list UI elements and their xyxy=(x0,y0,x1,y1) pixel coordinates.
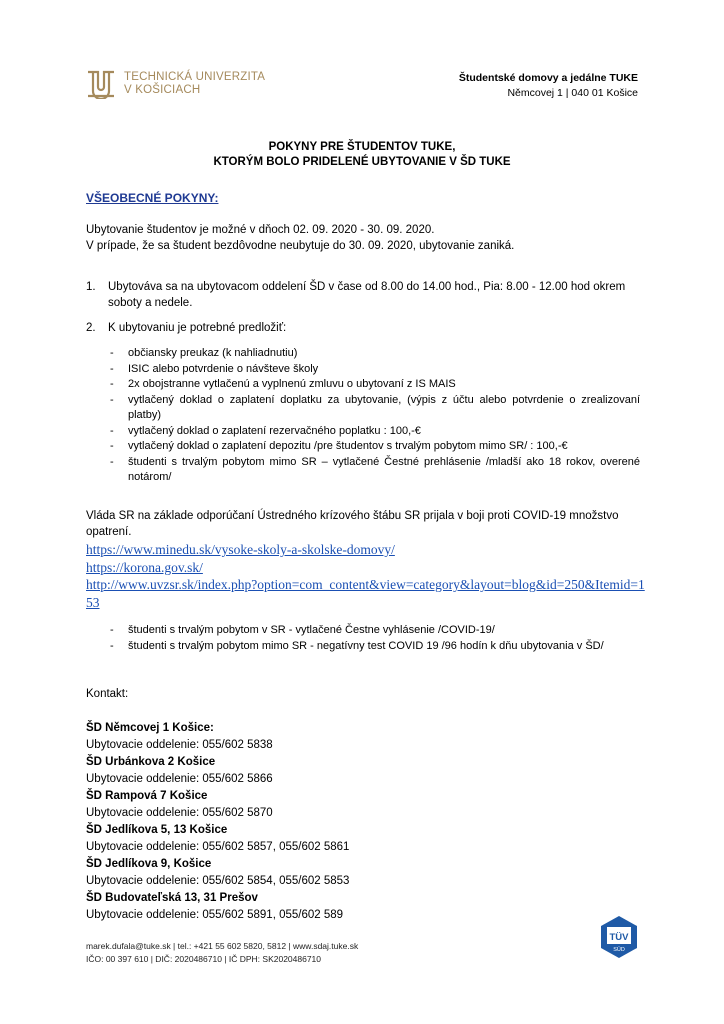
list-item-text: študenti s trvalým pobytom mimo SR - negatívny test COVID 19 /96 hodín k dňu ubytovania v ŠD/ xyxy=(128,639,604,652)
step-item xyxy=(86,320,646,336)
requirements-list xyxy=(110,346,640,486)
contact-phone: Ubytovacie oddelenie: 055/602 5854, 055/602 5853 xyxy=(86,875,350,887)
intro-line-1: Ubytovanie študentov je možné v dňoch 02. 09. 2020 - 30. 09. 2020. xyxy=(86,224,435,236)
tuv-certification-badge xyxy=(596,914,642,965)
page-footer xyxy=(86,940,358,966)
list-item-text: študenti s trvalým pobytom mimo SR – vytlačené Čestné prehlásenie /mladší ako 18 rokov, overené notárom/ xyxy=(128,455,640,483)
logo-line-1: TECHNICKÁ UNIVERZITA xyxy=(124,71,266,83)
contact-phone: Ubytovacie oddelenie: 055/602 5866 xyxy=(86,773,273,785)
contact-name: ŠD Jedlíkova 9, Košice xyxy=(86,858,212,870)
list-item-text: 2x obojstranne vytlačenú a vyplnenú zmluvu o ubytovaní z IS MAIS xyxy=(128,378,456,390)
org-address: Němcovej 1 | 040 01 Košice xyxy=(507,87,638,99)
link-uvzsr[interactable]: http://www.uvzsr.sk/index.php?option=com_content&view=category&layout=blog&id=250&Itemid=153 xyxy=(86,577,645,610)
list-item: - vytlačený doklad o zaplatení doplatku za ubytovanie, (výpis z účtu alebo potvrdenie o zrealizovaní platby) xyxy=(110,393,640,421)
tuv-text: TÜV xyxy=(609,932,629,943)
contact-phone: Ubytovacie oddelenie: 055/602 5870 xyxy=(86,807,273,819)
footer-line-1: marek.dufala@tuke.sk | tel.: +421 55 602 5820, 5812 | www.sdaj.tuke.sk xyxy=(86,941,359,951)
org-name: Študentské domovy a jedálne TUKE xyxy=(458,72,638,84)
header-org-info xyxy=(459,71,638,101)
intro-line-2: V prípade, že sa študent bezdôvodne neubytuje do 30. 09. 2020, ubytovanie zaniká. xyxy=(86,240,515,252)
link-korona[interactable]: https://korona.gov.sk/ xyxy=(86,559,203,575)
step-text: K ubytovaniu je potrebné predložiť: xyxy=(108,322,287,334)
list-item: - 2x obojstranne vytlačenú a vyplnenú zmluvu o ubytovaní z IS MAIS xyxy=(110,378,456,390)
list-item: - vytlačený doklad o zaplatení rezervačného poplatku : 100,-€ xyxy=(110,424,421,437)
step-number: 2. xyxy=(86,322,96,334)
contact-name: ŠD Rampová 7 Košice xyxy=(86,790,208,802)
tuke-logo-icon xyxy=(86,69,116,99)
contact-phone: Ubytovacie oddelenie: 055/602 5857, 055/602 5861 xyxy=(86,841,350,853)
contact-label: Kontakt: xyxy=(86,688,129,700)
contact-name: ŠD Urbánkova 2 Košice xyxy=(86,756,216,768)
title-line-1: POKYNY PRE ŠTUDENTOV TUKE, xyxy=(268,141,456,153)
list-item-text: občiansky preukaz (k nahliadnutiu) xyxy=(128,347,298,359)
list-item: - ISIC alebo potvrdenie o návšteve školy xyxy=(110,362,319,375)
step-item xyxy=(86,279,646,311)
contact-phone: Ubytovacie oddelenie: 055/602 5838 xyxy=(86,739,273,751)
covid-intro: Vláda SR na základe odporúčaní Ústredného krízového štábu SR prijala v boji proti COVID-19 množstvo opatrení. xyxy=(86,510,619,538)
contact-name: ŠD Budovateľská 13, 31 Prešov xyxy=(86,892,258,904)
list-item: - študenti s trvalým pobytom mimo SR - negatívny test COVID 19 /96 hodín k dňu ubytovania v ŠD/ xyxy=(110,639,604,652)
list-item-text: vytlačený doklad o zaplatení rezervačného poplatku : 100,-€ xyxy=(128,424,421,437)
link-minedu[interactable]: https://www.minedu.sk/vysoke-skoly-a-skolske-domovy/ xyxy=(86,542,395,557)
list-item: - vytlačený doklad o zaplatení depozitu /pre študentov s trvalým pobytom mimo SR/ : 100,-€ xyxy=(110,440,568,452)
step-text: Ubytováva sa na ubytovacom oddelení ŠD v čase od 8.00 do 14.00 hod., Pia: 8.00 - 12.00 hod okrem soboty a nedele. xyxy=(108,281,626,309)
list-item: - študenti s trvalým pobytom mimo SR – vytlačené Čestné prehlásenie /mladší ako 18 rokov, overené notárom/ xyxy=(110,455,640,483)
links-block xyxy=(86,541,646,611)
contacts-block xyxy=(86,720,646,924)
list-item: - občiansky preukaz (k nahliadnutiu) xyxy=(110,347,298,359)
list-item-text: študenti s trvalým pobytom v SR - vytlačené Čestne vyhlásenie /COVID-19/ xyxy=(128,624,495,636)
university-logo xyxy=(86,69,265,99)
section-heading: VŠEOBECNÉ POKYNY: xyxy=(86,191,219,205)
footer-line-2: IČO: 00 397 610 | DIČ: 2020486710 | IČ DPH: SK2020486710 xyxy=(86,954,322,964)
contact-phone: Ubytovacie oddelenie: 055/602 5891, 055/602 589 xyxy=(86,909,344,921)
title-line-2: KTORÝM BOLO PRIDELENÉ UBYTOVANIE V ŠD TUKE xyxy=(213,156,511,168)
step-number: 1. xyxy=(86,281,96,293)
steps-list xyxy=(86,279,646,336)
tuv-badge-icon xyxy=(596,914,642,960)
sud-text: SÜD xyxy=(613,947,625,953)
list-item: - študenti s trvalým pobytom v SR - vytlačené Čestne vyhlásenie /COVID-19/ xyxy=(110,624,495,636)
list-item-text: vytlačený doklad o zaplatení doplatku za ubytovanie, (výpis z účtu alebo potvrdenie o zrealizovaní platby) xyxy=(128,393,640,421)
contact-name: ŠD Jedlíkova 5, 13 Košice xyxy=(86,824,228,836)
logo-text xyxy=(124,71,265,97)
list-item-text: vytlačený doklad o zaplatení depozitu /pre študentov s trvalým pobytom mimo SR/ : 100,-€ xyxy=(128,440,568,452)
covid-requirements-list xyxy=(110,623,640,654)
document-title xyxy=(0,140,724,170)
intro-paragraph xyxy=(86,222,646,254)
contact-name: ŠD Němcovej 1 Košice: xyxy=(86,722,214,734)
list-item-text: ISIC alebo potvrdenie o návšteve školy xyxy=(128,362,319,375)
logo-line-2: V KOŠICIACH xyxy=(124,84,201,96)
